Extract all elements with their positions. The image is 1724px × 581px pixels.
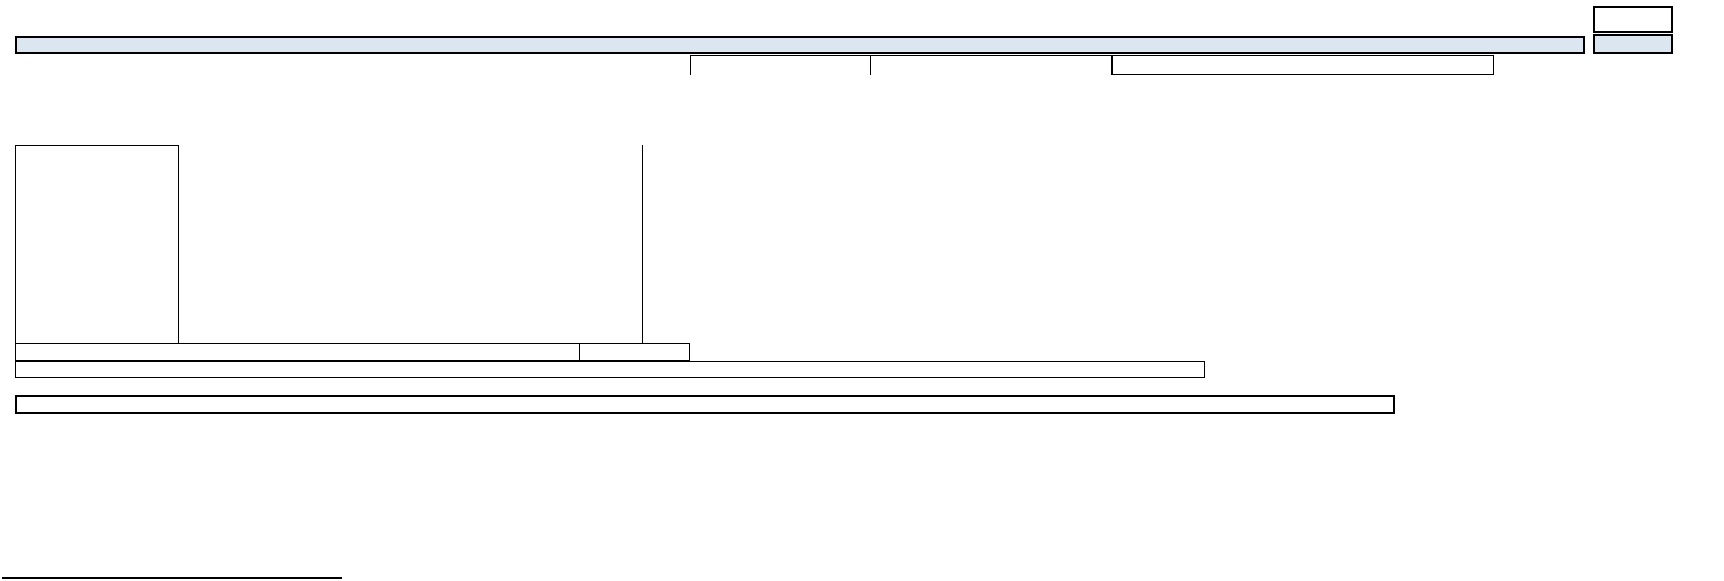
oneri-sicurezza-label — [15, 378, 1387, 395]
group-aree-esterne — [871, 55, 1020, 75]
group-tendostruttura — [690, 55, 871, 75]
base-dasta-top-header — [1593, 6, 1673, 33]
valore-complessivo-label — [15, 395, 1395, 414]
mq-esposizione-label — [15, 343, 580, 361]
group-header-row — [15, 55, 1494, 75]
group-spacer — [15, 55, 690, 75]
bottom-border-fragment — [2, 577, 342, 579]
category-cell — [15, 145, 179, 344]
group-mq-per-tipologia — [1112, 55, 1494, 75]
section-header-bar — [15, 36, 1585, 54]
mq-esposizione-value — [580, 343, 690, 361]
utile-impresa-label — [15, 361, 1205, 378]
group-spacer-2 — [1020, 55, 1112, 75]
base-dasta-corpo-value — [1593, 34, 1673, 54]
mq-complessivi-total-cell — [580, 145, 643, 344]
